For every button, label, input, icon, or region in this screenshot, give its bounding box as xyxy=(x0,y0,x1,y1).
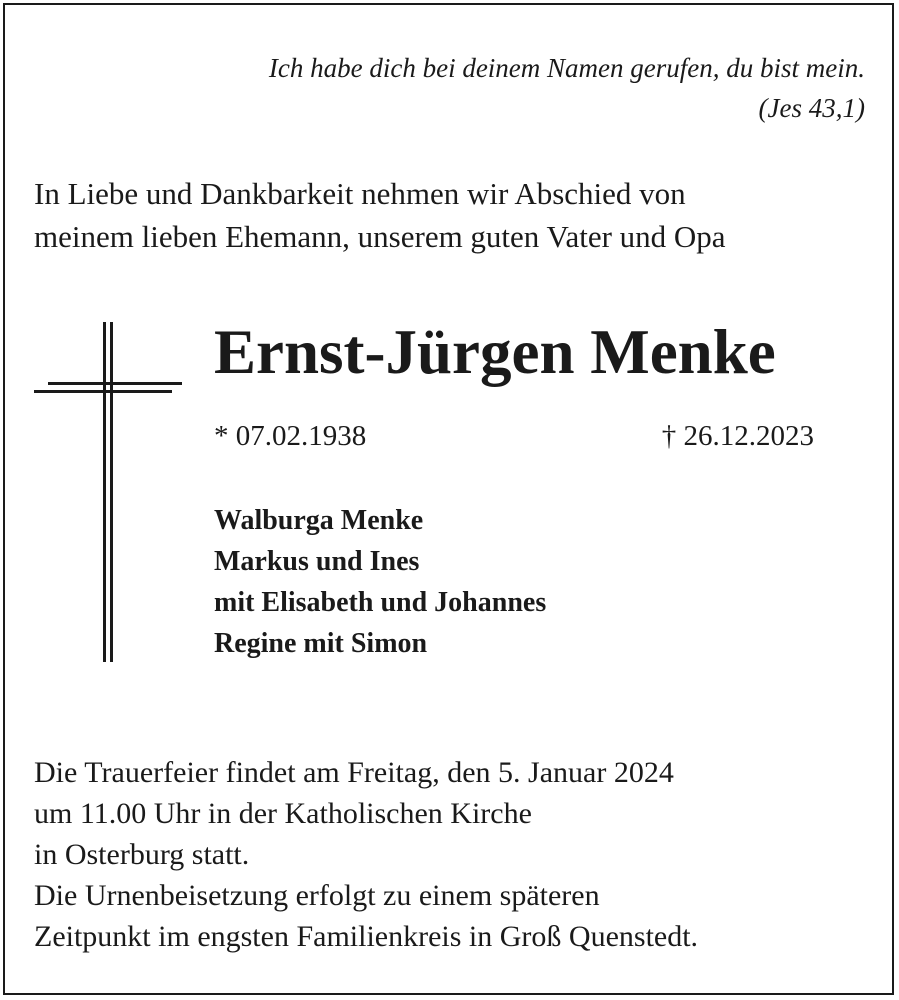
service-line: Zeitpunkt im engsten Familienkreis in Groß Quenstedt. xyxy=(34,920,699,953)
service-line: Die Urnenbeisetzung erfolgt zu einem späteren xyxy=(34,879,600,912)
deceased-name: Ernst-Jürgen Menke xyxy=(214,317,776,387)
funeral-service-info xyxy=(34,752,698,957)
service-line: in Osterburg statt. xyxy=(34,838,250,871)
mourners-list xyxy=(214,500,546,664)
mourner-line: Markus und Ines xyxy=(214,546,420,577)
verse-text: Ich habe dich bei deinem Namen gerufen, du bist mein. xyxy=(268,53,865,83)
intro-line-2: meinem lieben Ehemann, unserem guten Vater und Opa xyxy=(34,219,726,254)
service-line: Die Trauerfeier findet am Freitag, den 5. Januar 2024 xyxy=(34,756,674,789)
service-line: um 11.00 Uhr in der Katholischen Kirche xyxy=(34,797,532,830)
death-date: † 26.12.2023 xyxy=(661,420,814,452)
mourner-line: Regine mit Simon xyxy=(214,628,428,659)
verse-reference: (Jes 43,1) xyxy=(758,93,865,123)
mourner-line: mit Elisabeth und Johannes xyxy=(214,587,547,618)
cross-icon xyxy=(34,322,184,662)
intro-line-1: In Liebe und Dankbarkeit nehmen wir Abschied von xyxy=(34,176,686,211)
mourner-line: Walburga Menke xyxy=(214,505,424,536)
intro-text xyxy=(34,172,726,258)
bible-verse xyxy=(85,48,865,128)
birth-date: * 07.02.1938 xyxy=(214,420,367,452)
